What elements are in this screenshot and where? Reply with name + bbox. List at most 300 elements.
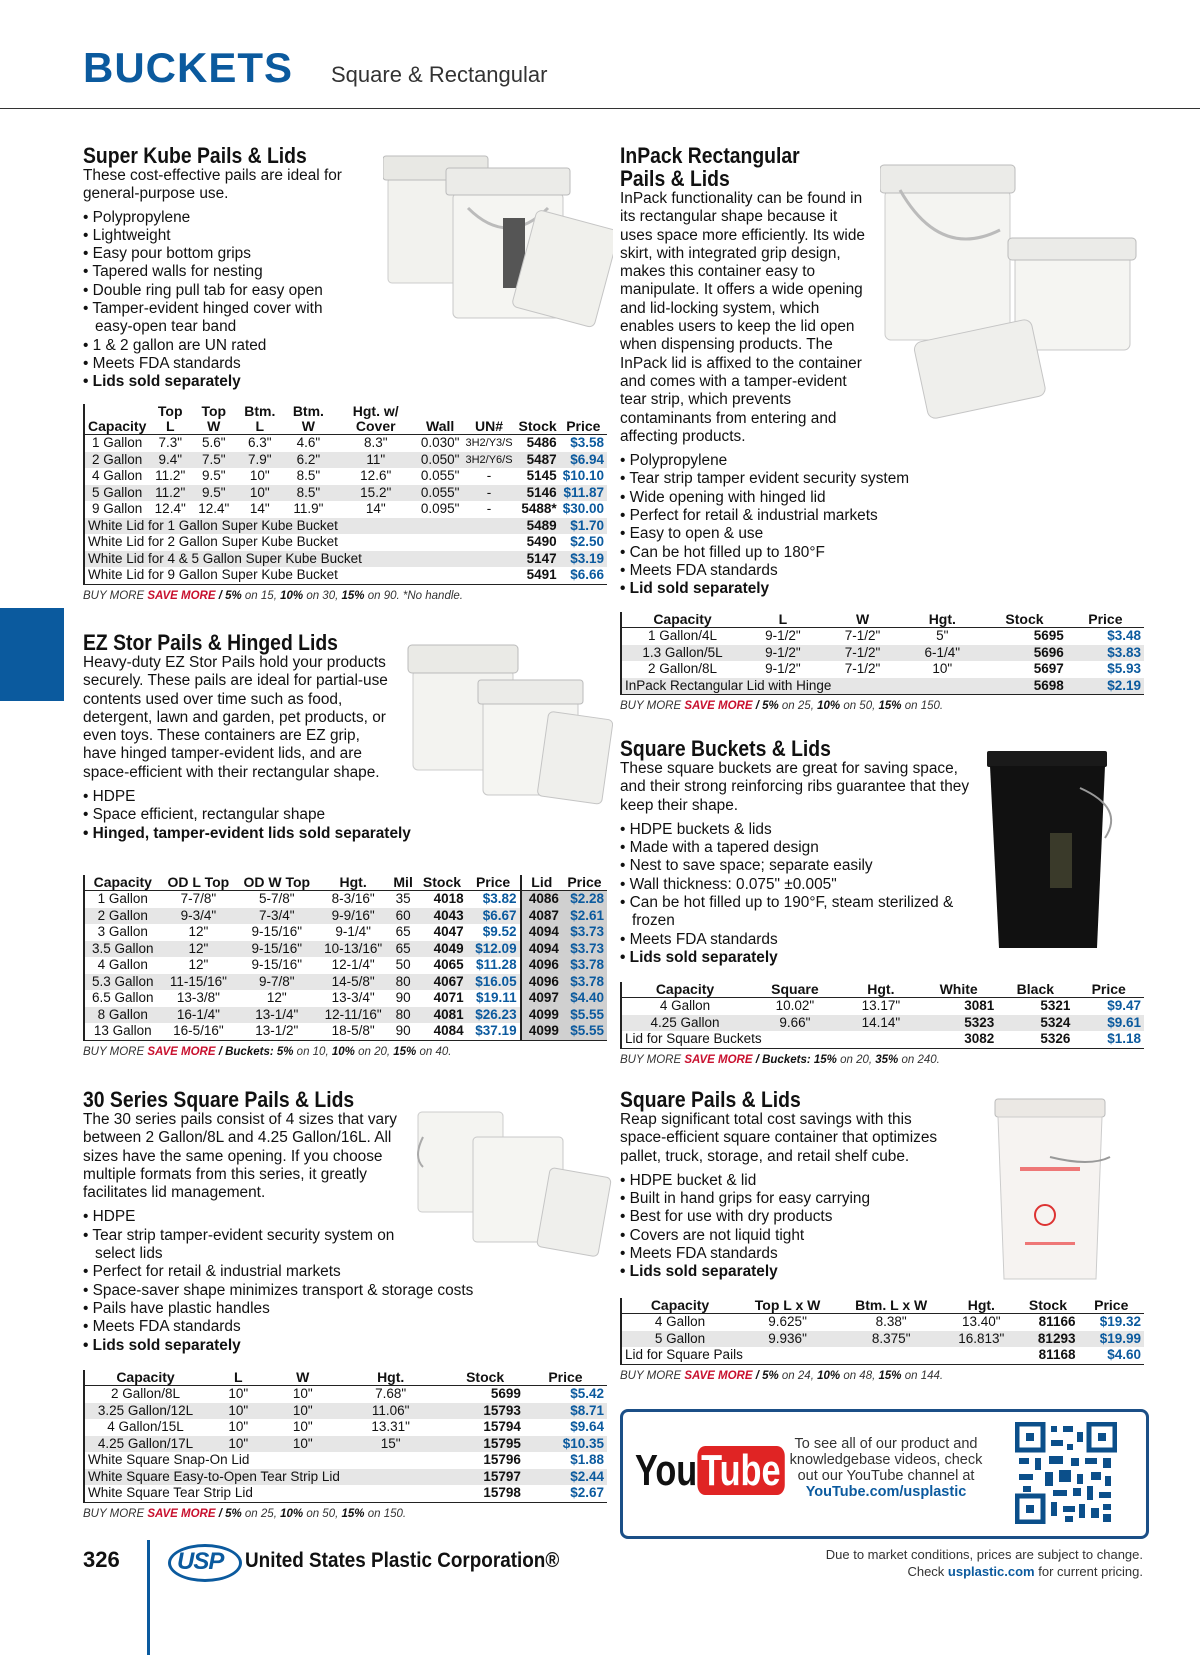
cell: 4099 <box>521 1007 562 1024</box>
cell: $9.61 <box>1073 1015 1144 1032</box>
note-text: 10% <box>280 589 304 602</box>
note-text: on 150. <box>364 1507 407 1520</box>
cell: 10" <box>292 1386 313 1401</box>
note-text: 5% <box>762 700 779 712</box>
cell: 5.3 Gallon <box>84 974 161 991</box>
cell: 16-1/4" <box>161 1007 237 1024</box>
cell: 15796 <box>483 1452 521 1467</box>
feature-item: • Lids sold separately <box>620 1263 1150 1281</box>
square-pails-table-wrap <box>620 1298 1150 1382</box>
cell: 11-15/16" <box>161 974 237 991</box>
cell: 16-5/16" <box>161 1023 237 1040</box>
feature-item: • HDPE <box>83 1208 503 1226</box>
table-row <box>84 534 607 551</box>
inpack-spec-table <box>620 612 1144 695</box>
column-header: Square <box>748 982 842 998</box>
cell: White Square Snap-On Lid <box>88 1452 250 1467</box>
feature-item: • Polypropylene <box>620 452 1150 470</box>
column-header: Stock <box>417 875 466 891</box>
cell: 4084 <box>417 1023 466 1040</box>
note-text: 15% <box>878 700 902 712</box>
super-kube-spec-table <box>83 404 607 585</box>
cell: 13-3/4" <box>331 990 375 1005</box>
feature-item: • Tapered walls for nesting <box>83 263 613 281</box>
cell: 12.4" <box>198 501 230 516</box>
youtube-logo-tube: Tube <box>697 1446 784 1495</box>
table-row <box>621 1031 1144 1048</box>
note-text: BUY MORE <box>620 1053 685 1066</box>
column-header: OD W Top <box>236 875 317 891</box>
cell: 0.095" <box>420 501 460 516</box>
section-description: Reap significant total cost savings with this space-efficient square container that optimizes pallet, truck, storage, and retail shelf cube. <box>620 1111 938 1165</box>
page-title: BUCKETS <box>83 44 294 91</box>
column-header: Capacity <box>621 612 743 628</box>
column-header: UN# <box>462 404 515 435</box>
note-text: on 48, <box>840 1369 879 1382</box>
cell: 5696 <box>982 645 1067 662</box>
cell: 4 Gallon/15L <box>107 1419 184 1434</box>
table-row <box>84 485 607 502</box>
table-row <box>84 518 607 535</box>
table-row <box>84 941 607 958</box>
cell: $4.40 <box>562 990 607 1007</box>
square-buckets-table-wrap <box>620 982 1150 1066</box>
cell: 81293 <box>1017 1331 1078 1348</box>
cell: 10" <box>270 1403 334 1420</box>
column-header: L <box>206 1370 270 1386</box>
table-row <box>84 1436 607 1453</box>
cell: 14" <box>365 501 386 516</box>
cell: 5697 <box>1033 661 1064 676</box>
cell: 15795 <box>446 1436 524 1453</box>
table-header <box>84 1370 607 1386</box>
note-text: SAVE MORE <box>147 589 216 602</box>
feature-item: • Meets FDA standards <box>83 355 613 373</box>
feature-item: • Space-saver shape minimizes transport & storage costs <box>83 1282 503 1300</box>
feature-list <box>620 821 965 967</box>
cell: 9 Gallon <box>92 501 143 516</box>
feature-item: • Covers are not liquid tight <box>620 1227 1150 1245</box>
feature-item: • Easy pour bottom grips <box>83 245 613 263</box>
page-header <box>0 0 1200 109</box>
cell: 5698 <box>982 678 1067 695</box>
table-row <box>84 452 607 469</box>
cell: 10" <box>932 661 953 676</box>
cell: 8.3" <box>363 435 388 450</box>
super-kube-pails-image <box>383 148 613 358</box>
cell: 15793 <box>446 1403 524 1420</box>
cell: 90 <box>395 990 411 1005</box>
feature-list <box>620 452 1150 598</box>
column-header: Top L <box>149 404 191 435</box>
cell: 5146 <box>516 485 560 502</box>
section-title: InPack Rectangular Pails & Lids <box>620 143 800 191</box>
table-row <box>84 891 607 908</box>
cell: $19.32 <box>1099 1314 1141 1329</box>
table-row <box>84 435 607 452</box>
cell: 4097 <box>521 990 562 1007</box>
cell: $2.19 <box>1067 678 1144 695</box>
feature-item: • Best for use with dry products <box>620 1208 1150 1226</box>
cell: 15794 <box>483 1419 521 1434</box>
cell: $26.23 <box>467 1007 521 1024</box>
feature-item: • HDPE <box>83 788 613 806</box>
cell: 6-1/4" <box>902 645 982 662</box>
table-row <box>84 1386 607 1403</box>
cell: 12-11/16" <box>317 1007 389 1024</box>
column-header: Hgt. w/ Cover <box>334 404 418 435</box>
cell: $8.71 <box>524 1403 607 1420</box>
cell: 12" <box>188 924 209 939</box>
table-row <box>621 661 1144 678</box>
volume-discount-note <box>83 590 613 602</box>
ez-stor-pails-image <box>403 635 613 810</box>
table-row <box>84 1007 607 1024</box>
usp-logo <box>168 1544 242 1582</box>
volume-discount-note <box>83 1046 613 1058</box>
table-header <box>621 982 1144 998</box>
column-header: Price <box>1078 1298 1144 1314</box>
note-text: 5% <box>225 1507 242 1520</box>
cell: 9.66" <box>748 1015 842 1032</box>
cell: 4 Gallon <box>659 998 711 1013</box>
cell: 13-3/8" <box>176 990 220 1005</box>
cell: 2 Gallon/8L <box>647 661 718 676</box>
cell: 60 <box>389 908 417 925</box>
note-text: / <box>215 1045 226 1058</box>
column-header: Black <box>997 982 1073 998</box>
note-text: BUY MORE <box>620 1369 685 1382</box>
cell: $3.73 <box>562 924 607 941</box>
column-header: W <box>270 1370 334 1386</box>
cell: 15" <box>335 1436 446 1453</box>
column-header: Btm. L <box>236 404 283 435</box>
column-header: Wall <box>418 404 463 435</box>
table-row <box>84 990 607 1007</box>
cell: 7-7/8" <box>180 891 217 906</box>
column-header: Price <box>467 875 521 891</box>
cell: 5" <box>936 628 949 643</box>
table-row <box>621 1314 1144 1331</box>
cell: 4067 <box>417 974 466 991</box>
cell: 10" <box>249 468 270 483</box>
cell: 5490 <box>526 534 557 549</box>
note-text: on 24, <box>778 1369 818 1382</box>
square-buckets-spec-table <box>620 982 1144 1049</box>
column-header: L <box>743 612 823 628</box>
cell: 7-1/2" <box>823 645 903 662</box>
feature-item: • Built in hand grips for easy carrying <box>620 1190 1150 1208</box>
cell: $5.42 <box>570 1386 604 1401</box>
note-text: 5% <box>225 589 242 602</box>
cell: 15.2" <box>334 485 418 502</box>
cell: 14-5/8" <box>317 974 389 991</box>
cell: $11.28 <box>467 957 521 974</box>
section-description: These square buckets are great for saving space, and their strong reinforcing ribs guarantee that they keep their shape. <box>620 760 970 814</box>
series-30-spec-table <box>83 1370 607 1503</box>
cell: $19.99 <box>1078 1331 1144 1348</box>
cell: 13.17" <box>861 998 901 1013</box>
cell: 1 Gallon <box>97 891 148 906</box>
cell: 4.6" <box>296 435 321 450</box>
note-text: Due to market conditions, prices are subject to change. <box>825 1547 1143 1562</box>
note-text: 15% <box>878 1369 902 1382</box>
feature-item: • Easy to open & use <box>620 525 1150 543</box>
note-text-line <box>826 1563 1143 1580</box>
feature-item: • HDPE bucket & lid <box>620 1172 1150 1190</box>
website-link[interactable]: usplastic.com <box>947 1564 1035 1579</box>
note-text: on 40. <box>416 1045 452 1058</box>
note-text: for current pricing. <box>1034 1564 1143 1579</box>
feature-item: • Meets FDA standards <box>620 562 1150 580</box>
cell: $2.67 <box>524 1485 607 1502</box>
cell: $11.87 <box>560 485 607 502</box>
cell: $1.70 <box>560 518 607 535</box>
note-text: BUY MORE <box>83 1507 148 1520</box>
cell: 81168 <box>1017 1347 1078 1364</box>
column-header: Capacity <box>84 1370 206 1386</box>
table-row <box>621 678 1144 695</box>
column-header: Price <box>1073 982 1144 998</box>
note-text: 15% <box>341 589 365 602</box>
cell: 1 Gallon <box>92 435 143 450</box>
table-row <box>84 468 607 485</box>
cell: $9.47 <box>1107 998 1141 1013</box>
cell: 10-13/16" <box>317 941 389 958</box>
table-row <box>84 1469 607 1486</box>
feature-item: • Meets FDA standards <box>620 1245 1150 1263</box>
table-row <box>84 974 607 991</box>
volume-discount-note <box>620 1370 1150 1382</box>
feature-item: • Wall thickness: 0.075" ±0.005" <box>620 876 965 894</box>
cell: 5488* <box>521 501 557 516</box>
cell: White Square Easy-to-Open Tear Strip Lid <box>84 1469 446 1486</box>
feature-item: • Space efficient, rectangular shape <box>83 806 613 824</box>
cell: 12" <box>188 957 209 972</box>
cell: 5326 <box>997 1031 1073 1048</box>
series-30-pails-image <box>413 1097 613 1257</box>
cell: $6.66 <box>560 567 607 584</box>
note-text: SAVE MORE <box>147 1507 216 1520</box>
cell: $6.94 <box>560 452 607 469</box>
table-row <box>84 957 607 974</box>
feature-item: • HDPE buckets & lids <box>620 821 965 839</box>
note-text: on 20, <box>354 1045 394 1058</box>
cell: 5695 <box>1033 628 1064 643</box>
square-pails-spec-table <box>620 1298 1144 1365</box>
note-text: / <box>752 700 763 712</box>
column-header: Mil <box>389 875 417 891</box>
table-header <box>84 404 607 435</box>
cell: 4094 <box>521 941 562 958</box>
table-row <box>84 1452 607 1469</box>
section-title: Square Pails & Lids <box>620 1087 801 1112</box>
cell: Lid for Square Buckets <box>621 1031 920 1048</box>
cell: 5489 <box>516 518 560 535</box>
column-header: Lid <box>521 875 562 891</box>
feature-item: • 1 & 2 gallon are UN rated <box>83 337 613 355</box>
note-text: on 240. <box>898 1053 940 1066</box>
cell: 5 Gallon <box>621 1331 738 1348</box>
cell: 4087 <box>521 908 562 925</box>
section-title: Square Buckets & Lids <box>620 736 831 761</box>
table-header <box>621 612 1144 628</box>
cell: 7.5" <box>191 452 236 469</box>
table-row <box>621 1015 1144 1032</box>
feature-item: • Can be hot filled up to 190°F, steam sterilized & frozen <box>620 894 965 931</box>
cell: 10" <box>206 1436 270 1453</box>
table-header <box>621 1298 1144 1314</box>
table-row <box>84 501 607 518</box>
note-text: on 144. <box>901 1369 944 1382</box>
note-text: / <box>215 1507 226 1520</box>
section-tab-marker <box>0 608 64 701</box>
cell: 8-3/16" <box>331 891 375 906</box>
feature-item: • Hinged, tamper-evident lids sold separately <box>83 825 613 843</box>
note-text: 15% <box>341 1507 365 1520</box>
column-header: Btm. W <box>283 404 333 435</box>
cell: $3.78 <box>562 957 607 974</box>
cell: 9-15/16" <box>236 941 317 958</box>
note-text: on 50, <box>840 700 879 712</box>
table-row <box>84 551 607 568</box>
cell: 9-3/4" <box>161 908 237 925</box>
section-title: Super Kube Pails & Lids <box>83 143 307 168</box>
cell: $6.67 <box>467 908 521 925</box>
cell: 4049 <box>417 941 466 958</box>
cell: $3.48 <box>1107 628 1141 643</box>
cell: White Lid for 1 Gallon Super Kube Bucket <box>84 518 516 535</box>
inpack-pails-image <box>880 160 1150 420</box>
cell: White Lid for 4 & 5 Gallon Super Kube Bucket <box>84 551 516 568</box>
cell: 3082 <box>920 1031 997 1048</box>
cell: 9.4" <box>149 452 191 469</box>
feature-item: • Meets FDA standards <box>83 1318 503 1336</box>
cell: 8.38" <box>875 1314 907 1329</box>
cell: 5.6" <box>201 435 226 450</box>
cell: 10" <box>228 1419 249 1434</box>
note-text: 10% <box>817 1369 841 1382</box>
cell: $9.52 <box>467 924 521 941</box>
cell: 7-3/4" <box>236 908 317 925</box>
column-header: Hgt. <box>335 1370 446 1386</box>
column-header: Top W <box>191 404 236 435</box>
note-text: / <box>215 589 226 602</box>
feature-item: • Made with a tapered design <box>620 839 965 857</box>
column-header: Hgt. <box>902 612 982 628</box>
table-row <box>621 1331 1144 1348</box>
note-text: on 90. *No handle. <box>364 589 463 602</box>
table-row <box>84 1485 607 1502</box>
cell: Lid for Square Pails <box>621 1347 1017 1364</box>
note-text: BUY MORE <box>83 1045 148 1058</box>
cell: 12-1/4" <box>331 957 375 972</box>
column-header: Capacity <box>621 982 748 998</box>
cell: 5321 <box>1040 998 1071 1013</box>
cell: 4086 <box>521 891 562 908</box>
table-row <box>84 1419 607 1436</box>
feature-item: • Can be hot filled up to 180°F <box>620 544 1150 562</box>
cell: 3H2/Y6/S <box>462 452 515 469</box>
table-row <box>84 908 607 925</box>
cell: 65 <box>395 924 411 939</box>
cell: - <box>462 485 515 502</box>
cell: $3.19 <box>560 551 607 568</box>
cell: 4099 <box>521 1023 562 1040</box>
cell: 1.3 Gallon/5L <box>621 645 743 662</box>
cell: 7.68" <box>375 1386 407 1401</box>
volume-discount-note <box>83 1508 613 1520</box>
cell: 0.050" <box>418 452 463 469</box>
cell: 8.375" <box>837 1331 945 1348</box>
cell: 11.2" <box>155 468 186 483</box>
cell: 3081 <box>964 998 995 1013</box>
cell: 6.3" <box>248 435 272 450</box>
cell: 8 Gallon <box>84 1007 161 1024</box>
youtube-promo-box <box>620 1409 1149 1539</box>
note-text: 15% <box>393 1045 417 1058</box>
cell: White Lid for 2 Gallon Super Kube Bucket <box>88 534 338 549</box>
feature-item: • Wide opening with hinged lid <box>620 489 1150 507</box>
feature-item: • Double ring pull tab for easy open <box>83 282 613 300</box>
cell: 4018 <box>433 891 464 906</box>
youtube-logo[interactable] <box>635 1446 785 1496</box>
column-header: Price <box>524 1370 607 1386</box>
cell: $30.00 <box>562 501 604 516</box>
column-header: Hgt. <box>842 982 920 998</box>
cell: $5.93 <box>1107 661 1141 676</box>
footer-pricing-note <box>826 1546 1143 1580</box>
feature-item: • Tamper-evident hinged cover with easy-open tear band <box>83 300 355 337</box>
cell: 13-1/2" <box>236 1023 317 1040</box>
cell: 11.2" <box>149 485 191 502</box>
youtube-link[interactable]: YouTube.com/usplastic <box>805 1484 967 1500</box>
note-text: BUY MORE <box>620 700 685 712</box>
cell: 9.5" <box>201 468 226 483</box>
table-row <box>84 1403 607 1420</box>
cell: $3.83 <box>1067 645 1144 662</box>
cell: 12" <box>161 941 237 958</box>
cell: 14.14" <box>842 1015 920 1032</box>
cell: 7-1/2" <box>844 628 881 643</box>
cell: 15797 <box>446 1469 524 1486</box>
table-row <box>84 1023 607 1040</box>
cell: White Lid for 9 Gallon Super Kube Bucket <box>84 567 516 584</box>
cell: 5699 <box>490 1386 521 1401</box>
column-header: Price <box>560 404 607 435</box>
note-text: on 25, <box>778 700 818 712</box>
column-header: Top L x W <box>738 1298 837 1314</box>
series-30-table-wrap <box>83 1370 613 1520</box>
cell: 9-15/16" <box>251 924 303 939</box>
cell: $12.09 <box>467 941 521 958</box>
cell: $5.55 <box>562 1023 607 1040</box>
cell: 13-1/4" <box>236 1007 317 1024</box>
note-text: Buckets: 15% <box>762 1053 837 1066</box>
cell: InPack Rectangular Lid with Hinge <box>621 678 982 695</box>
youtube-logo-you: You <box>635 1446 698 1495</box>
cell: $10.35 <box>524 1436 607 1453</box>
cell: $3.73 <box>562 941 607 958</box>
volume-discount-note <box>620 700 1150 712</box>
column-header: Capacity <box>84 404 149 435</box>
cell: 7.9" <box>236 452 283 469</box>
note-text: 10% <box>817 700 841 712</box>
qr-code-icon[interactable] <box>1015 1422 1117 1524</box>
youtube-promo-text <box>781 1436 991 1500</box>
cell: 80 <box>389 974 417 991</box>
cell: 5324 <box>997 1015 1073 1032</box>
